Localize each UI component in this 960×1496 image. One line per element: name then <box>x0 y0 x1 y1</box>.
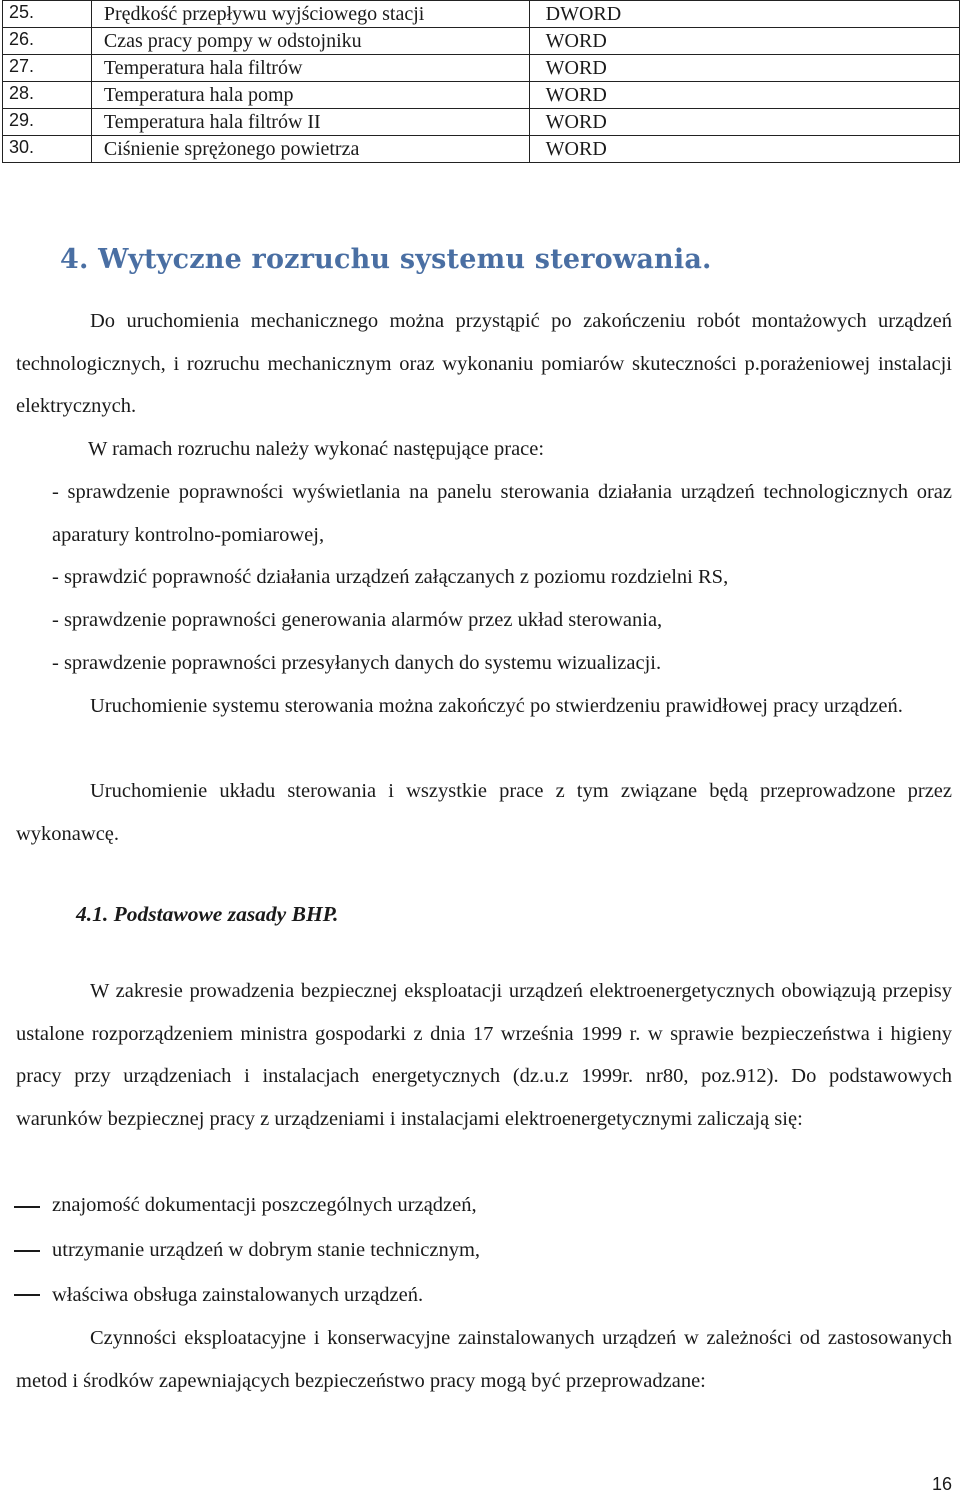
list-item: - sprawdzenie poprawności wyświetlania na panelu sterowania działania urządzeń technologicznych oraz aparatury kontrolno-pomiarowej, <box>52 481 952 546</box>
paragraph: Do uruchomienia mechanicznego można przystąpić po zakończeniu robót montażowych urządzeń technologicznych, i rozruchu mechanicznym oraz wykonaniu pomiarów skuteczności p.porażeniowej instalacji elektrycznych. <box>16 310 952 417</box>
bullet-item: znajomość dokumentacji poszczególnych urządzeń, <box>52 1194 477 1216</box>
row-type: WORD <box>529 136 959 163</box>
row-name: Czas pracy pompy w odstojniku <box>91 28 529 55</box>
bullet-item: właściwa obsługa zainstalowanych urządzeń. <box>52 1284 424 1306</box>
table-row <box>3 82 960 109</box>
row-number: 26. <box>3 28 92 55</box>
paragraph: Uruchomienie układu sterowania i wszystkie prace z tym związane będą przeprowadzone przez wykonawcę. <box>16 780 952 845</box>
table-row <box>3 136 960 163</box>
section-heading: 4. Wytyczne rozruchu systemu sterowania. <box>60 244 712 275</box>
row-number: 28. <box>3 82 92 109</box>
row-type: WORD <box>529 28 959 55</box>
paragraph: Uruchomienie systemu sterowania można zakończyć po stwierdzeniu prawidłowej pracy urządzeń. <box>90 695 903 717</box>
row-number: 27. <box>3 55 92 82</box>
dash-bullet <box>14 1250 40 1252</box>
row-type: WORD <box>529 82 959 109</box>
table-row <box>3 109 960 136</box>
row-type: DWORD <box>529 1 959 28</box>
dash-bullet <box>14 1294 40 1296</box>
row-name: Prędkość przepływu wyjściowego stacji <box>91 1 529 28</box>
row-number: 25. <box>3 1 92 28</box>
row-name: Temperatura hala pomp <box>91 82 529 109</box>
bullet-item: utrzymanie urządzeń w dobrym stanie technicznym, <box>52 1239 481 1261</box>
row-number: 29. <box>3 109 92 136</box>
data-table <box>2 0 960 163</box>
table-row <box>3 28 960 55</box>
table-row <box>3 55 960 82</box>
row-name: Temperatura hala filtrów <box>91 55 529 82</box>
row-number: 30. <box>3 136 92 163</box>
subsection-heading: 4.1. Podstawowe zasady BHP. <box>76 902 339 926</box>
page-number: 16 <box>931 1474 952 1494</box>
list-item: - sprawdzenie poprawności generowania alarmów przez układ sterowania, <box>52 609 663 631</box>
row-type: WORD <box>529 109 959 136</box>
row-name: Temperatura hala filtrów II <box>91 109 529 136</box>
table-row <box>3 1 960 28</box>
paragraph: Czynności eksploatacyjne i konserwacyjne zainstalowanych urządzeń w zależności od zastosowanych metod i środków zapewniających bezpieczeństwo pracy mogą być przeprowadzane: <box>16 1327 952 1392</box>
paragraph: W zakresie prowadzenia bezpiecznej eksploatacji urządzeń elektroenergetycznych obowiązują przepisy ustalone rozporządzeniem ministra gospodarki z dnia 17 września 1999 r. w sprawie bezpieczeństwa i higieny pracy przy urządzeniach i instalacjach energetycznych (dz.u.z 1999r. nr80, poz.912). Do podstawowych warunków bezpiecznej pracy z urządzeniami i instalacjami elektroenergetycznymi zaliczają się: <box>16 980 952 1130</box>
dash-bullet <box>14 1206 40 1208</box>
row-type: WORD <box>529 55 959 82</box>
list-item: - sprawdzenie poprawności przesyłanych danych do systemu wizualizacji. <box>52 652 662 674</box>
list-item: - sprawdzić poprawność działania urządzeń załączanych z poziomu rozdzielni RS, <box>52 566 729 588</box>
paragraph: W ramach rozruchu należy wykonać następujące prace: <box>88 438 545 460</box>
row-name: Ciśnienie sprężonego powietrza <box>91 136 529 163</box>
